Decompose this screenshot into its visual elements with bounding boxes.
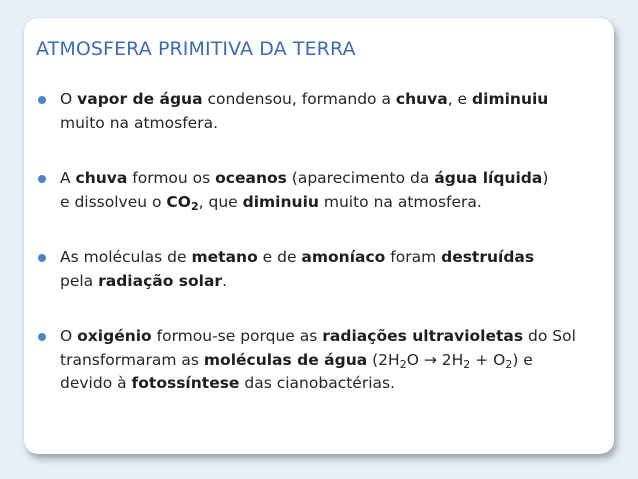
bullet-line: As moléculas de metano e de amoníaco foram destruídas <box>60 248 535 266</box>
arrow-icon: → <box>423 350 437 369</box>
bullet-line: transformaram as moléculas de água $(2H_2O \to 2H_2 + O_2)$ e <box>60 350 533 371</box>
bullet-vapor <box>36 88 596 135</box>
bullet-line: e dissolveu o $CO_2$, que diminuiu muito na atmosfera. <box>60 192 482 213</box>
bullet-dot-icon <box>38 254 46 262</box>
bullet-line: muito na atmosfera. <box>60 113 218 132</box>
bullet-dot-icon <box>38 333 46 341</box>
bullet-line: devido à fotossíntese das cianobactérias. <box>60 374 396 392</box>
bullet-dot-icon <box>38 96 46 104</box>
bullet-chuva <box>36 167 596 214</box>
bullet-line: A chuva formou os oceanos (aparecimento da água líquida) <box>60 169 549 187</box>
bullet-line: O oxigénio formou-se porque as radiações ultravioletas do Sol <box>60 327 576 345</box>
slide-title: ATMOSFERA PRIMITIVA DA TERRA <box>36 38 356 60</box>
bullet-line: O vapor de água condensou, formando a chuva, e diminuiu <box>60 90 549 108</box>
bullet-oxigenio <box>36 325 596 396</box>
co2-formula: $CO_2$ <box>166 192 199 213</box>
bullet-metano <box>36 246 596 293</box>
bullet-line: pela radiação solar. <box>60 271 228 290</box>
bullet-dot-icon <box>38 175 46 183</box>
bullet-list <box>36 88 596 428</box>
